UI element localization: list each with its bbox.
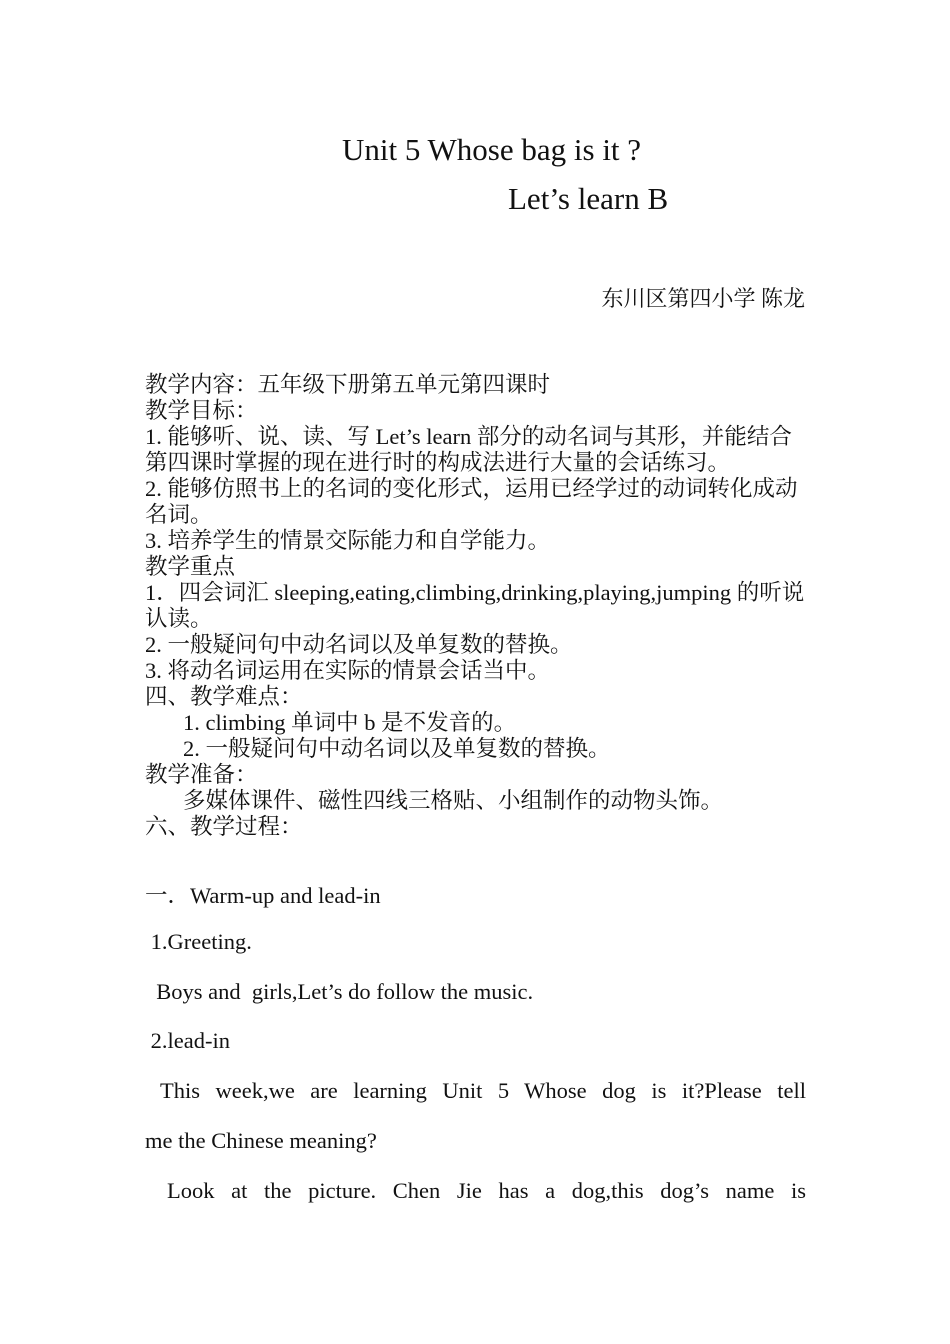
author-line: 东川区第四小学 陈龙	[601, 286, 805, 311]
document-title-line1: Unit 5 Whose bag is it ?	[342, 132, 642, 167]
difficulty-item-1: 1. climbing 单词中 b 是不发音的。	[183, 710, 517, 735]
teaching-content: 教学内容：五年级下册第五单元第四课时	[145, 372, 551, 397]
key-point-1: 1．四会词汇 sleeping,eating,climbing,drinking,playing,jumping 的听说认读。	[145, 580, 805, 631]
leadin-text-line2: me the Chinese meaning?	[145, 1128, 377, 1153]
process-heading: 六、教学过程：	[145, 814, 303, 839]
leadin-heading: 2.lead-in	[145, 1028, 230, 1053]
key-points-heading: 教学重点	[145, 554, 236, 579]
greeting-heading: 1.Greeting.	[145, 929, 252, 954]
difficulty-item-2: 2. 一般疑问句中动名词以及单复数的替换。	[183, 736, 611, 761]
document-title-line2: Let’s learn B	[508, 181, 669, 216]
goal-item-2: 2. 能够仿照书上的名词的变化形式，运用已经学过的动词转化成动名词。	[145, 476, 798, 527]
greeting-text: Boys and girls,Let’s do follow the music.	[145, 979, 534, 1004]
key-point-3: 3. 将动名词运用在实际的情景会话当中。	[145, 658, 551, 683]
goal-item-1: 1. 能够听、说、读、写 Let’s learn 部分的动名词与其形，并能结合第四课时掌握的现在进行时的构成法进行大量的会话练习。	[145, 424, 792, 475]
goal-item-3: 3. 培养学生的情景交际能力和自学能力。	[145, 528, 551, 553]
difficulty-heading: 四、教学难点：	[145, 684, 303, 709]
look-text-line: Look at the picture. Chen Jie has a dog,this dog’s name is	[167, 1178, 806, 1203]
preparation-text: 多媒体课件、磁性四线三格贴、小组制作的动物头饰。	[183, 788, 724, 813]
lesson-plan-body	[145, 372, 806, 840]
process-step-1: 一．Warm-up and lead-in	[145, 883, 381, 908]
goals-heading: 教学目标：	[145, 398, 258, 423]
leadin-text-line1: This week,we are learning Unit 5 Whose dog is it?Please tell	[160, 1078, 806, 1103]
preparation-heading: 教学准备：	[145, 762, 258, 787]
key-point-2: 2. 一般疑问句中动名词以及单复数的替换。	[145, 632, 573, 657]
